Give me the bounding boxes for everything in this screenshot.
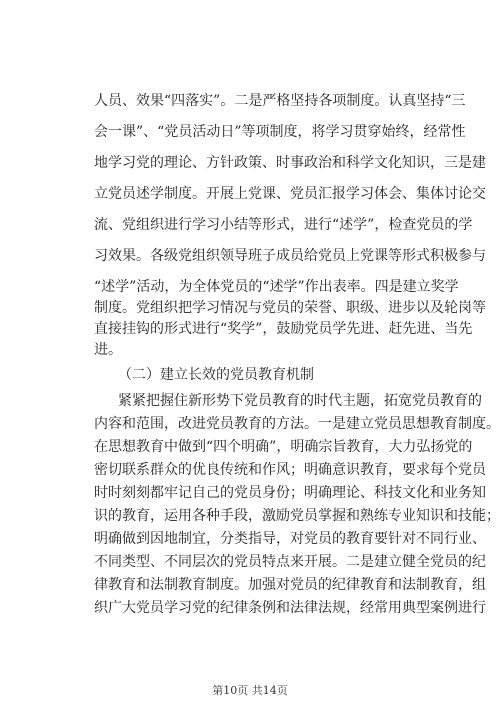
body-text-line: 制度。党组织把学习情况与党员的荣誉、职级、进步以及轮岗等 [94, 300, 486, 316]
section-heading: （二）建立长效的党员教育机制 [118, 367, 314, 383]
body-text-line: 直接挂钩的形式进行“奖学”，鼓励党员学先进、赶先进、当先 [94, 321, 473, 337]
body-text-line: 紧紧把握住新形势下党员教育的时代主题，拓宽党员教育的 [118, 393, 482, 409]
body-text-line: 会一课”、“党员活动日”等项制度，将学习贯穿始终，经常性 [94, 124, 466, 140]
body-text-line: 进。 [94, 342, 122, 358]
body-text-line: 律教育和法制教育制度。加强对党员的纪律教育和法制教育，组 [94, 577, 486, 593]
body-text-line: 内容和范围，改进党员教育的方法。一是建立党员思想教育制度。 [94, 416, 500, 432]
body-text-line: 明确做到因地制宜，分类指导，对党员的教育要针对不同行业、 [94, 531, 486, 547]
body-text-line: 人员、效果“四落实”。二是严格坚持各项制度。认真坚持“三 [94, 93, 466, 109]
body-text-line: 识的教育，运用各种手段，激励党员掌握和熟练专业知识和技能； [94, 508, 500, 524]
body-text-line: 地学习党的理论、方针政策、时事政治和科学文化知识，三是建 [94, 155, 486, 171]
body-text-line: 时时刻刻都牢记自己的党员身份；明确理论、科技文化和业务知 [94, 485, 486, 501]
body-text-line: 密切联系群众的优良传统和作风；明确意识教育，要求每个党员 [94, 462, 486, 478]
body-text-line: 不同类型、不同层次的党员特点来开展。二是建立健全党员的纪 [94, 554, 486, 570]
body-text-line: 习效果。各级党组织领导班子成员给党员上党课等形式积极参与 [94, 248, 486, 264]
body-text-line: 织广大党员学习党的纪律条例和法律法规，经常用典型案例进行 [94, 600, 486, 616]
body-text-line: 在思想教育中做到“四个明确”，明确宗旨教育，大力弘扬党的 [94, 439, 473, 455]
body-text-line: “述学”活动，为全体党员的“述学”作出表率。四是建立奖学 [94, 279, 459, 295]
body-text-line: 立党员述学制度。开展上党课、党员汇报学习体会、集体讨论交 [94, 186, 486, 202]
body-text-line: 流、党组织进行学习小结等形式，进行“述学”，检查党员的学 [94, 217, 473, 233]
page-number-footer: 第10页 共14页 [212, 684, 288, 697]
